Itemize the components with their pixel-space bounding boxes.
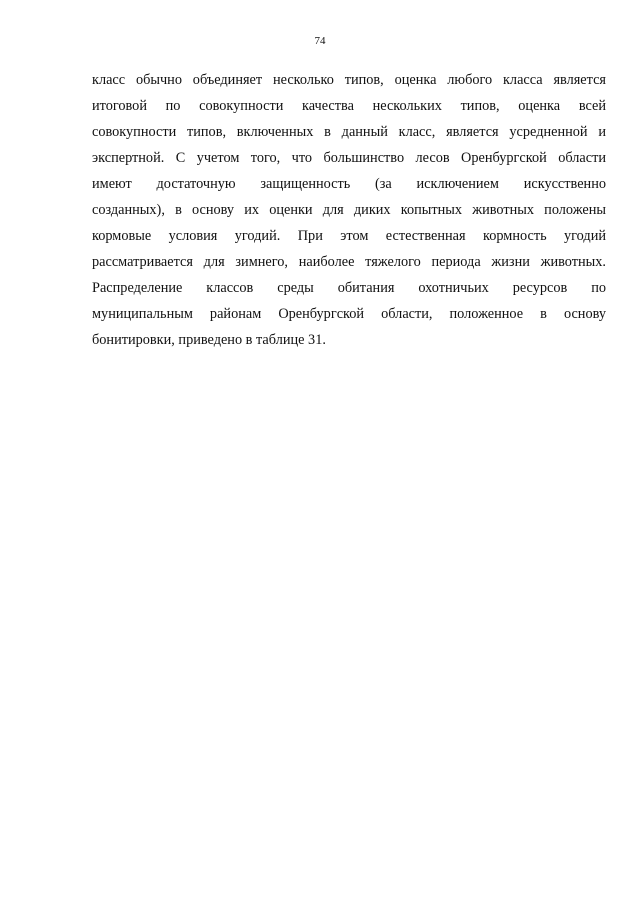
paragraph-line: экспертной. С учетом того, что большинство лесов Оренбургской области [92, 150, 606, 166]
paragraph-line: итоговой по совокупности качества нескольких типов, оценка всей [92, 98, 606, 114]
paragraph-line: имеют достаточную защищенность (за исключением искусственно [92, 176, 606, 192]
paragraph-line: класс обычно объединяет несколько типов, оценка любого класса является [92, 72, 606, 88]
body-paragraph [92, 67, 606, 353]
paragraph-line: рассматривается для зимнего, наиболее тяжелого периода жизни животных. [92, 254, 606, 270]
paragraph-line: муниципальным районам Оренбургской области, положенное в основу [92, 306, 606, 322]
paragraph-line: совокупности типов, включенных в данный класс, является усредненной и [92, 124, 606, 140]
page-number: 74 [314, 35, 326, 47]
paragraph-line: бонитировки, приведено в таблице 31. [92, 332, 326, 348]
paragraph-line: Распределение классов среды обитания охотничьих ресурсов по [92, 280, 606, 296]
paragraph-line: кормовые условия угодий. При этом естественная кормность угодий [92, 228, 606, 244]
paragraph-line: созданных), в основу их оценки для диких копытных животных положены [92, 202, 606, 218]
